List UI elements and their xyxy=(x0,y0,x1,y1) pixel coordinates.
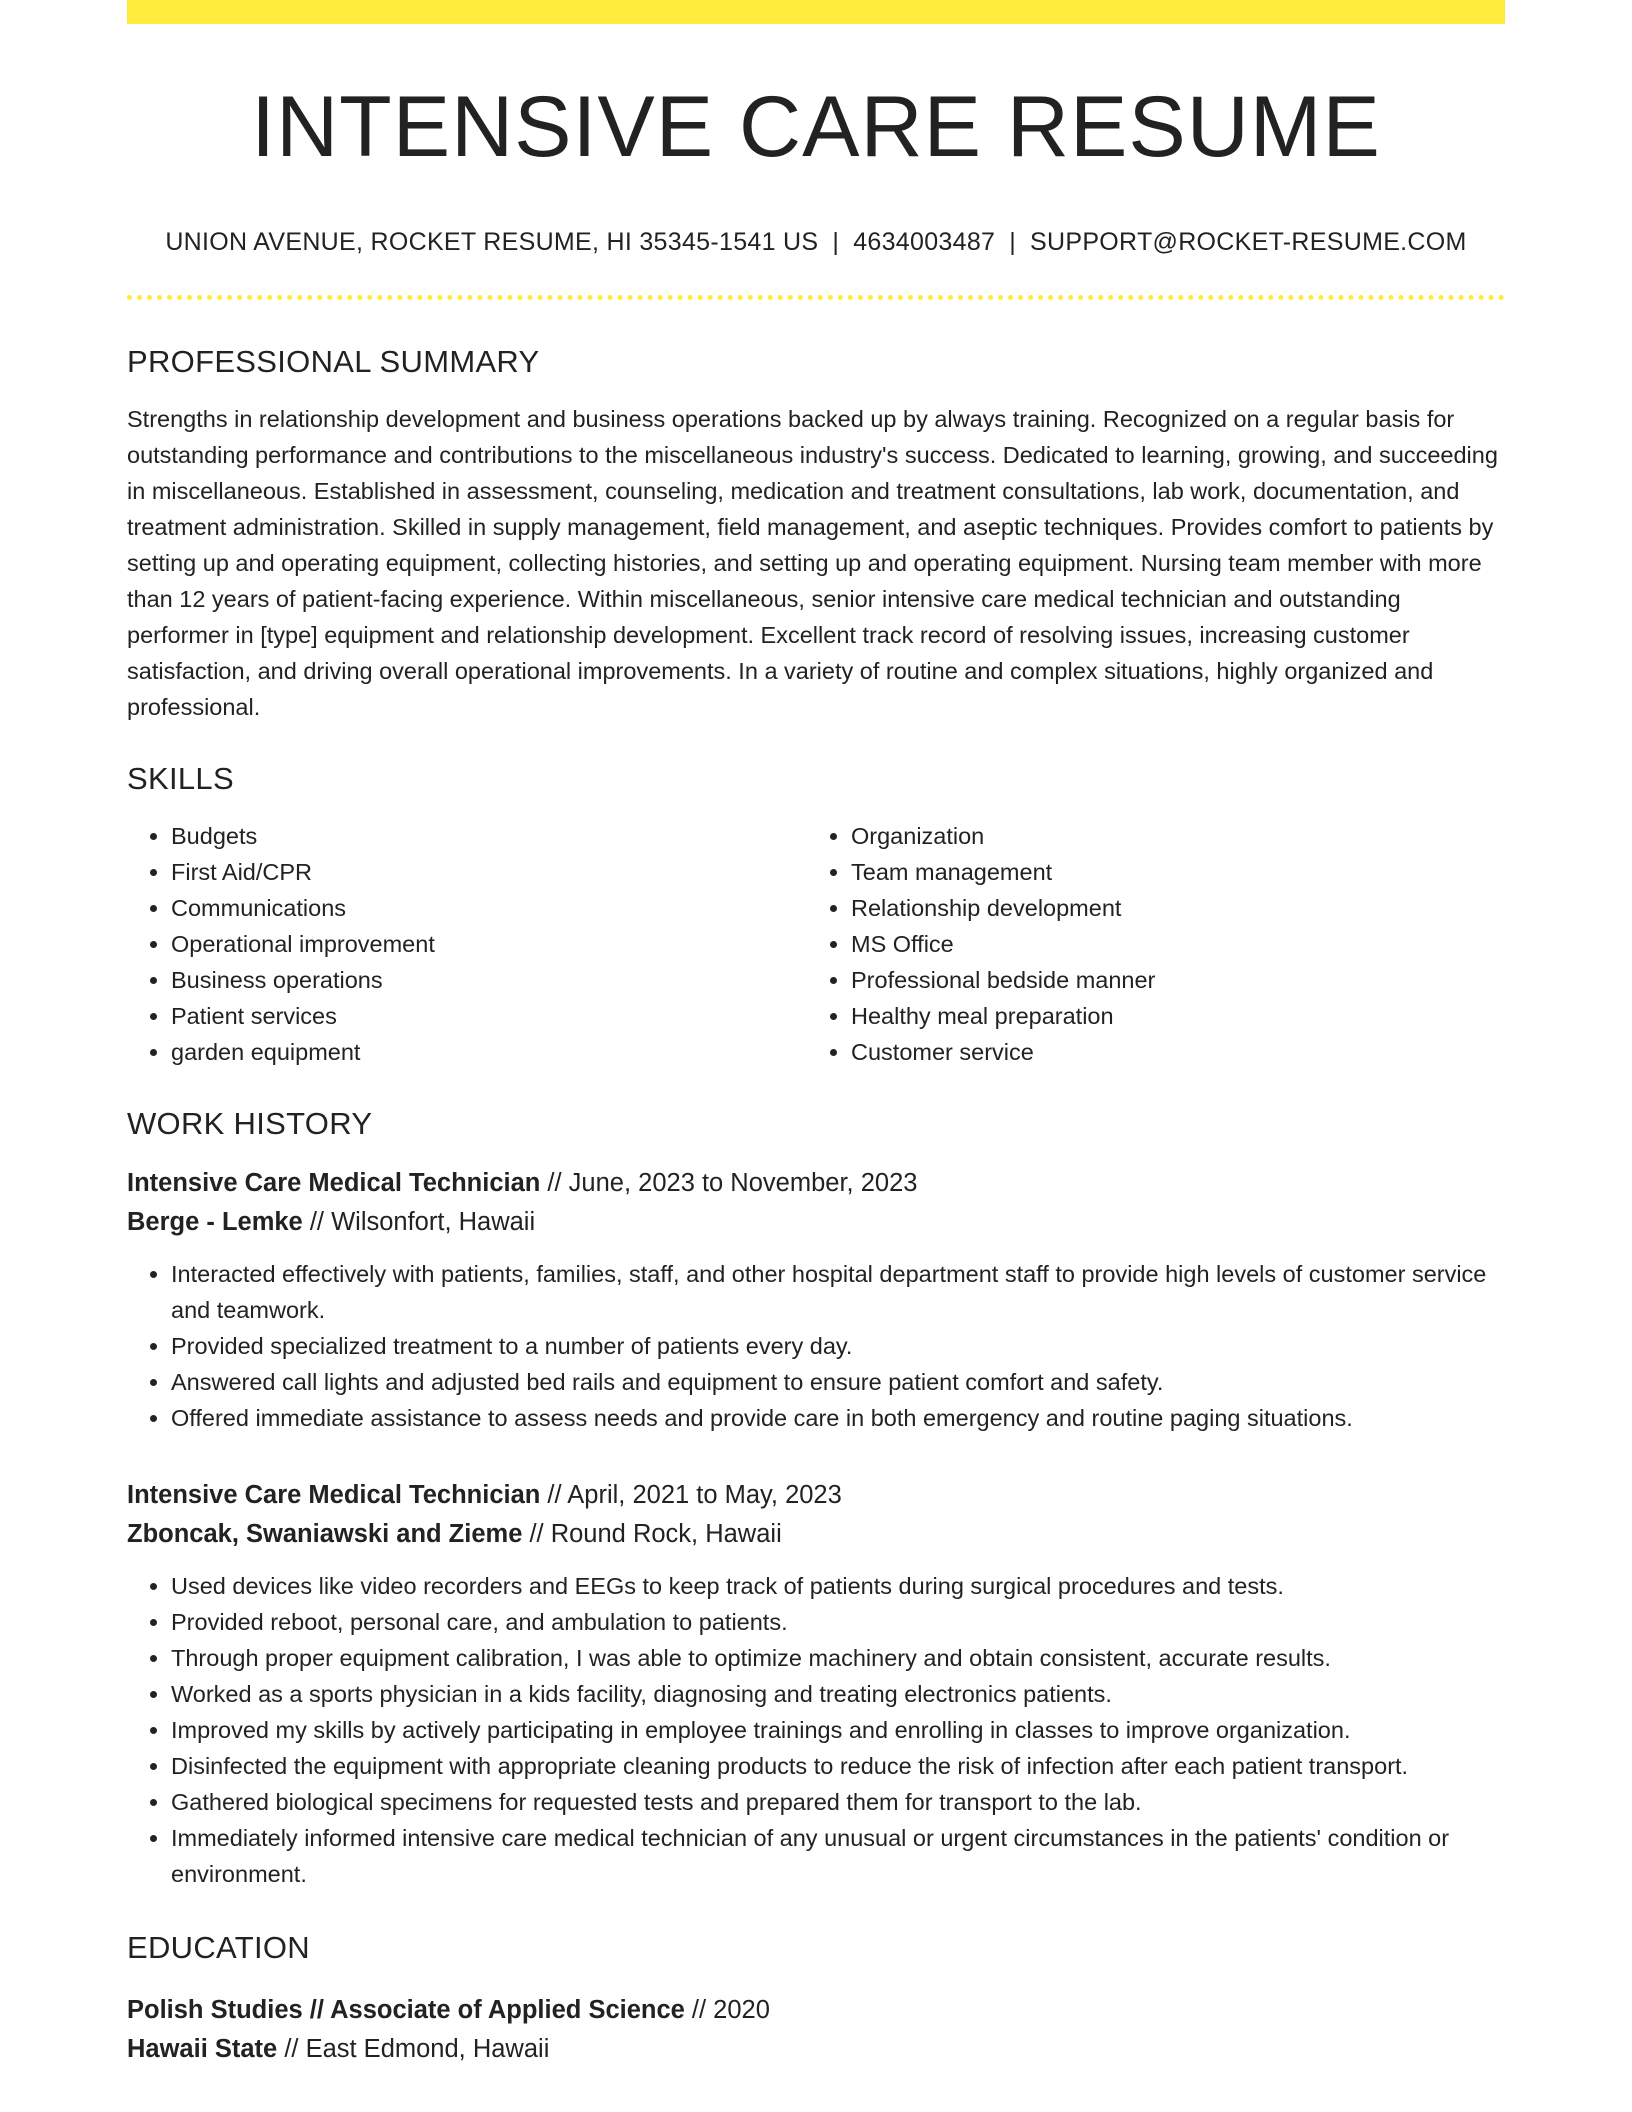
job-company-line xyxy=(127,1203,1505,1242)
top-accent-bar xyxy=(127,0,1505,24)
skill-item: • MS Office xyxy=(851,926,1487,962)
job-bullet: • Through proper equipment calibration, I was able to optimize machinery and obtain consistent, accurate results. xyxy=(171,1640,1505,1676)
skill-item: • Operational improvement xyxy=(171,926,807,962)
education-school-line xyxy=(127,2030,1505,2069)
contact-separator: | xyxy=(1009,228,1017,256)
job-company: Berge - Lemke xyxy=(127,1208,303,1236)
skill-item: • Business operations xyxy=(171,962,807,998)
job-dates: // April, 2021 to May, 2023 xyxy=(540,1481,842,1509)
job-role: Intensive Care Medical Technician xyxy=(127,1481,541,1509)
education-location: // East Edmond, Hawaii xyxy=(277,2035,550,2063)
resume-page xyxy=(127,0,1505,2069)
education-degree: Polish Studies // Associate of Applied Science xyxy=(127,1996,685,2024)
skills-right-list xyxy=(807,818,1487,1070)
skill-item: • Customer service xyxy=(851,1034,1487,1070)
job-location: // Wilsonfort, Hawaii xyxy=(302,1208,536,1236)
education-school: Hawaii State xyxy=(127,2035,278,2063)
job-bullet: • Provided reboot, personal care, and ambulation to patients. xyxy=(171,1604,1505,1640)
job-role: Intensive Care Medical Technician xyxy=(127,1169,541,1197)
job-bullet: • Offered immediate assistance to assess needs and provide care in both emergency and routine paging situations. xyxy=(171,1400,1505,1436)
skill-item: • Budgets xyxy=(171,818,807,854)
job-bullet: • Immediately informed intensive care medical technician of any unusual or urgent circumstances in the patients' condition or environment. xyxy=(171,1820,1505,1892)
skills-columns xyxy=(127,818,1505,1070)
job-company: Zboncak, Swaniawski and Zieme xyxy=(127,1520,523,1548)
skill-item: • First Aid/CPR xyxy=(171,854,807,890)
contact-phone: 4634003487 xyxy=(853,228,996,256)
summary-heading: PROFESSIONAL SUMMARY xyxy=(127,344,540,379)
job-title-line xyxy=(127,1164,1505,1203)
job-title-line xyxy=(127,1476,1505,1515)
contact-address: UNION AVENUE, ROCKET RESUME, HI 35345-1541 US xyxy=(165,228,819,256)
education-entry xyxy=(127,1991,1505,2069)
skill-item: • Relationship development xyxy=(851,890,1487,926)
job-bullet: • Improved my skills by actively participating in employee trainings and enrolling in classes to improve organization. xyxy=(171,1712,1505,1748)
work-history-heading: WORK HISTORY xyxy=(127,1106,373,1141)
contact-separator: | xyxy=(832,228,840,256)
job-bullet: • Gathered biological specimens for requested tests and prepared them for transport to the lab. xyxy=(171,1784,1505,1820)
skill-item: • Team management xyxy=(851,854,1487,890)
summary-text: Strengths in relationship development and business operations backed up by always training. Recognized on a regular basis for outstanding performance and contributions to the miscellaneous industry's success. Dedicated to learning, growing, and succeeding in miscellaneous. Established in assessment, counseling, medication and treatment consultations, lab work, documentation, and treatment administration. Skilled in supply management, field management, and aseptic techniques. Provides comfort to patients by setting up and operating equipment, collecting histories, and setting up and operating equipment. Nursing team member with more than 12 years of patient-facing experience. Within miscellaneous, senior intensive care medical technician and outstanding performer in [type] equipment and relationship development. Excellent track record of resolving issues, increasing customer satisfaction, and driving overall operational improvements. In a variety of routine and complex situations, highly organized and professional. xyxy=(127,406,1498,720)
skill-item: • Patient services xyxy=(171,998,807,1034)
job-entry xyxy=(127,1476,1505,1892)
education-degree-line xyxy=(127,1991,1505,2030)
skill-item: • Communications xyxy=(171,890,807,926)
job-entry xyxy=(127,1164,1505,1436)
resume-title: INTENSIVE CARE RESUME xyxy=(251,79,1381,175)
skills-heading: SKILLS xyxy=(127,761,234,796)
job-bullet: • Provided specialized treatment to a number of patients every day. xyxy=(171,1328,1505,1364)
job-company-line xyxy=(127,1515,1505,1554)
header-divider xyxy=(127,295,1505,300)
skills-left-list xyxy=(127,818,807,1070)
job-bullets xyxy=(127,1256,1505,1436)
skill-item: • Healthy meal preparation xyxy=(851,998,1487,1034)
education-heading: EDUCATION xyxy=(127,1930,310,1965)
skill-item: • Organization xyxy=(851,818,1487,854)
job-location: // Round Rock, Hawaii xyxy=(522,1520,782,1548)
job-bullet: • Interacted effectively with patients, families, staff, and other hospital department staff to provide high levels of customer service and teamwork. xyxy=(171,1256,1505,1328)
contact-line xyxy=(127,228,1505,257)
job-bullet: • Used devices like video recorders and EEGs to keep track of patients during surgical procedures and tests. xyxy=(171,1568,1505,1604)
skill-item: • Professional bedside manner xyxy=(851,962,1487,998)
job-bullet: • Worked as a sports physician in a kids facility, diagnosing and treating electronics patients. xyxy=(171,1676,1505,1712)
job-dates: // June, 2023 to November, 2023 xyxy=(540,1169,918,1197)
job-bullet: • Answered call lights and adjusted bed rails and equipment to ensure patient comfort and safety. xyxy=(171,1364,1505,1400)
skill-item: • garden equipment xyxy=(171,1034,807,1070)
contact-email: SUPPORT@ROCKET-RESUME.COM xyxy=(1030,228,1467,256)
education-year: // 2020 xyxy=(684,1996,770,2024)
job-bullets xyxy=(127,1568,1505,1892)
job-bullet: • Disinfected the equipment with appropriate cleaning products to reduce the risk of infection after each patient transport. xyxy=(171,1748,1505,1784)
